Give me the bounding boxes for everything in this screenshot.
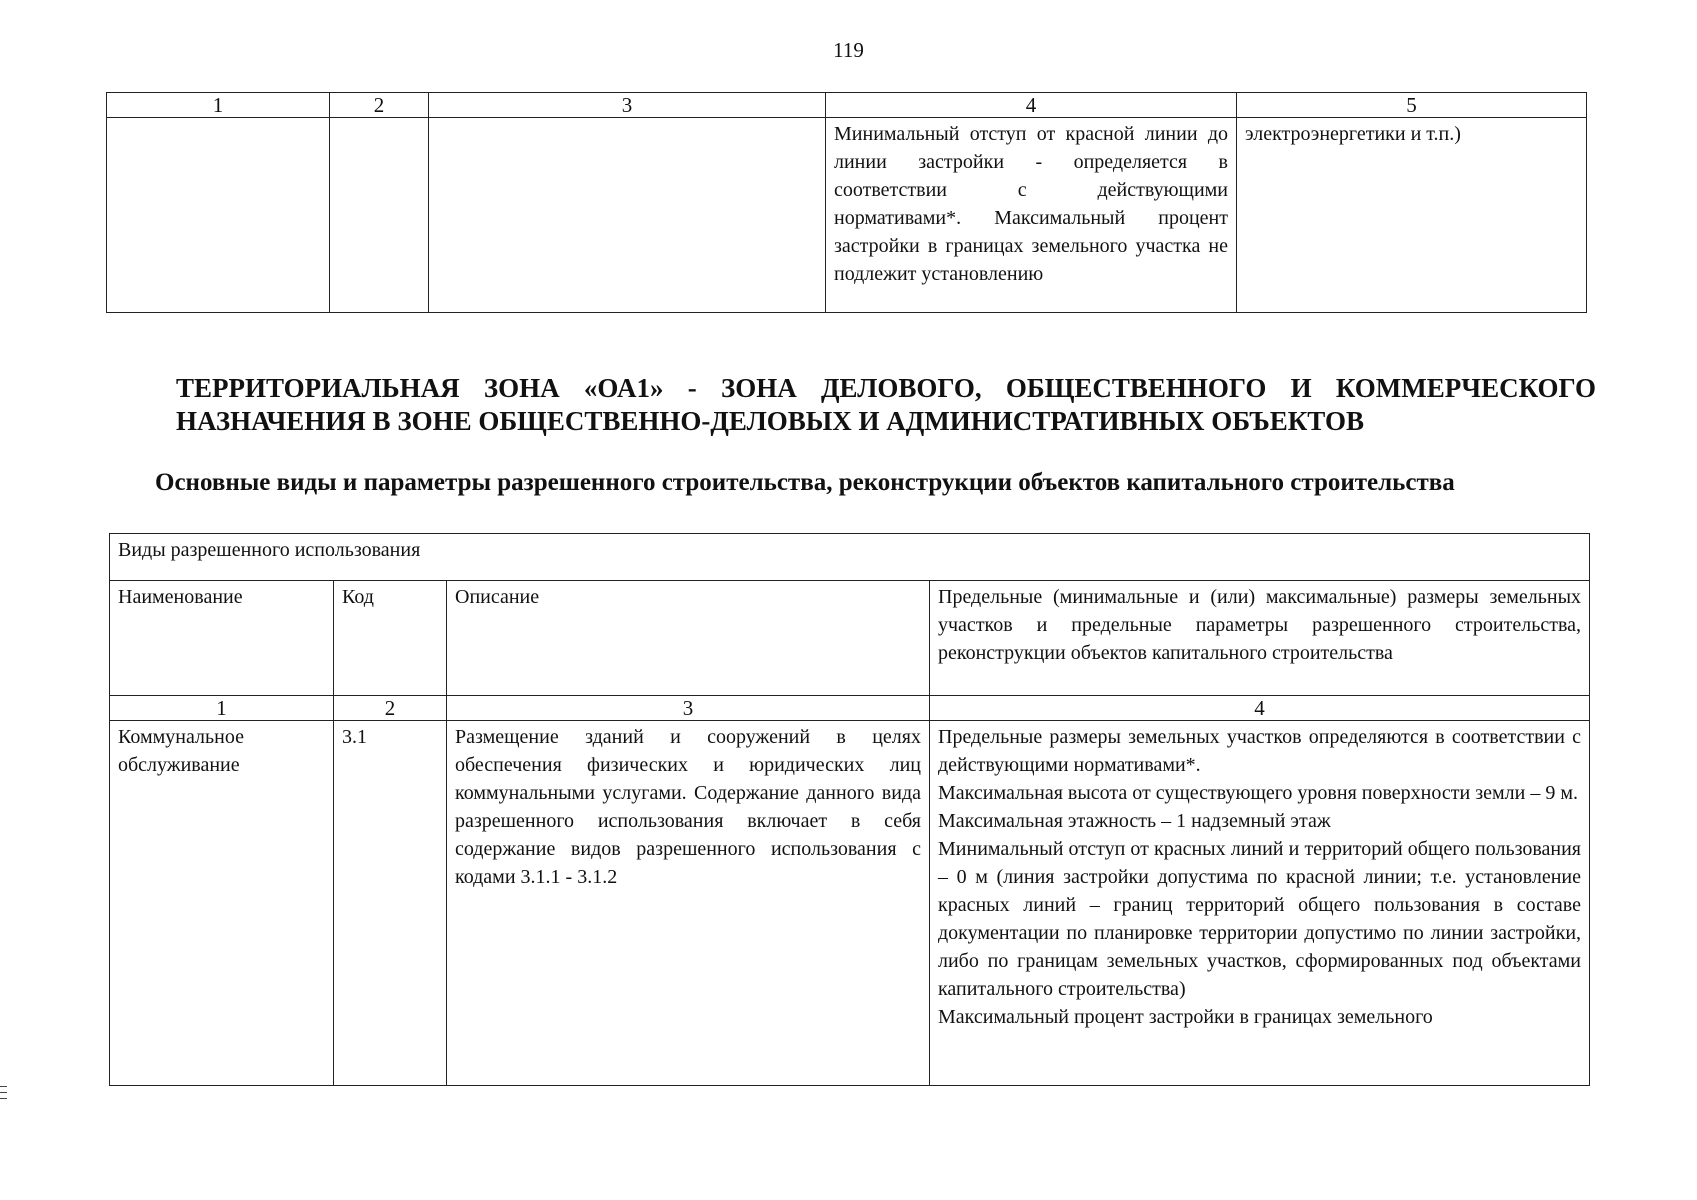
zone-title: ТЕРРИТОРИАЛЬНАЯ ЗОНА «ОА1» - ЗОНА ДЕЛОВОГО, ОБЩЕСТВЕННОГО И КОММЕРЧЕСКОГО НАЗНАЧЕНИЯ В ЗОНЕ ОБЩЕСТВЕННО-ДЕЛОВЫХ И АДМИНИСТРАТИВНЫХ ОБЪЕКТОВ <box>176 373 1596 436</box>
table-cell <box>429 118 826 313</box>
header-code: Код <box>334 581 447 696</box>
limits-paragraph: Предельные размеры земельных участков определяются в соответствии с действующими нормативами*. <box>938 726 1582 776</box>
section-title: Основные виды и параметры разрешенного строительства, реконструкции объектов капитального строительства <box>155 469 1455 496</box>
header-description: Описание <box>447 581 930 696</box>
column-number: 4 <box>930 696 1590 721</box>
margin-mark <box>0 1098 7 1099</box>
use-limits-cell <box>930 721 1590 1086</box>
page-number: 119 <box>833 38 864 62</box>
group-header-row <box>110 534 1590 581</box>
column-number: 2 <box>334 696 447 721</box>
column-number: 5 <box>1237 93 1587 118</box>
use-description-cell: Размещение зданий и сооружений в целях обеспечения физических и юридических лиц коммунальными услугами. Содержание данного вида разрешенного использования включает в себя содержание видов разрешенного использования с кодами 3.1.1 - 3.1.2 <box>447 721 930 1086</box>
limits-paragraph: Максимальный процент застройки в границах земельного <box>938 1006 1433 1028</box>
margin-mark <box>0 1086 7 1087</box>
column-number-row <box>107 93 1587 118</box>
limits-cell: Минимальный отступ от красной линии до линии застройки - определяется в соответствии с действующими нормативами*. Максимальный процент застройки в границах земельного участка не подлежит установлению <box>826 118 1237 313</box>
table-cell <box>107 118 330 313</box>
limits-paragraph: Минимальный отступ от красных линий и территорий общего пользования – 0 м (линия застройки допустима по красной линии; т.е. установление красных линий – границ территорий общего пользования в составе документации по планировке территории допустимо по линии застройки, либо по границам земельных участков, сформированных под объектами капитального строительства) <box>938 838 1582 1000</box>
limits-paragraph: Максимальная высота от существующего уровня поверхности земли – 9 м. <box>938 782 1578 804</box>
notes-cell: электроэнергетики и т.п.) <box>1237 118 1587 313</box>
table-row <box>110 721 1590 1086</box>
table-cell <box>330 118 429 313</box>
table-row <box>107 118 1587 313</box>
use-name-cell: Коммунальное обслуживание <box>110 721 334 1086</box>
limits-paragraph: Максимальная этажность – 1 надземный этаж <box>938 810 1331 832</box>
group-header: Виды разрешенного использования <box>110 534 1590 581</box>
use-code-cell: 3.1 <box>334 721 447 1086</box>
header-row <box>110 581 1590 696</box>
column-number: 1 <box>107 93 330 118</box>
column-number: 3 <box>447 696 930 721</box>
column-number: 2 <box>330 93 429 118</box>
permitted-use-table <box>109 533 1590 1086</box>
column-number: 1 <box>110 696 334 721</box>
continued-table <box>106 92 1587 313</box>
column-number-row <box>110 696 1590 721</box>
margin-mark <box>0 1092 7 1093</box>
header-limits: Предельные (минимальные и (или) максимальные) размеры земельных участков и предельные параметры разрешенного строительства, реконструкции объектов капитального строительства <box>930 581 1590 696</box>
column-number: 3 <box>429 93 826 118</box>
column-number: 4 <box>826 93 1237 118</box>
header-name: Наименование <box>110 581 334 696</box>
